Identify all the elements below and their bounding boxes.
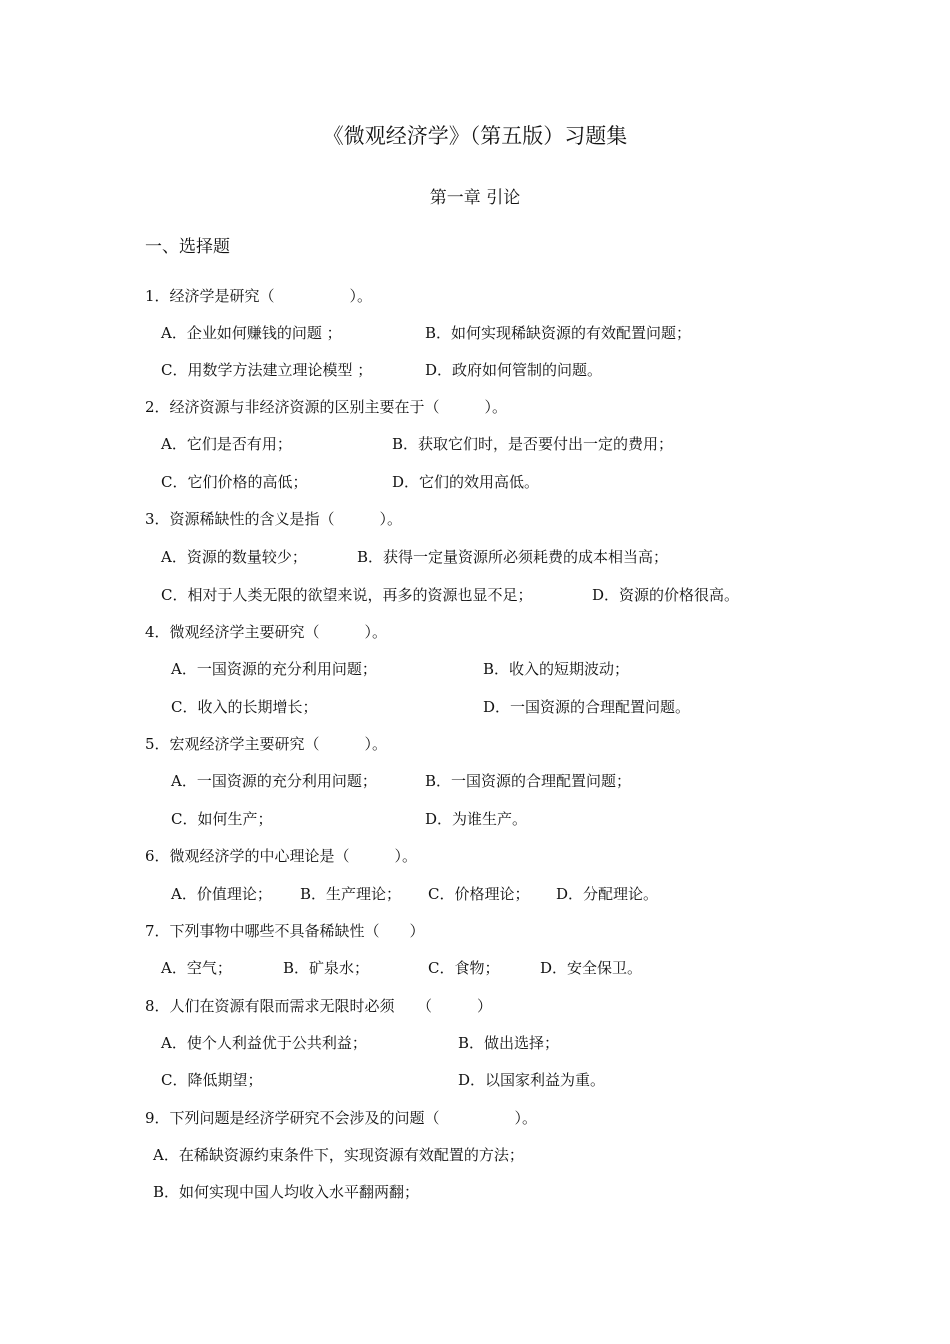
option-c: C．价格理论； bbox=[428, 885, 530, 903]
option-d: D．政府如何管制的问题。 bbox=[425, 361, 603, 379]
option-a: A．一国资源的充分利用问题； bbox=[171, 772, 377, 790]
option-b: B．生产理论； bbox=[300, 885, 402, 903]
option-c: C．相对于人类无限的欲望来说，再多的资源也显不足； bbox=[161, 586, 533, 604]
option-b: B．矿泉水； bbox=[283, 959, 370, 977]
option-b: B．一国资源的合理配置问题； bbox=[425, 772, 632, 790]
option-c: C．食物； bbox=[428, 959, 500, 977]
option-a: A．价值理论； bbox=[171, 885, 272, 903]
question-stem: 4．微观经济学主要研究（ ）。 bbox=[145, 623, 388, 641]
question-stem: 5．宏观经济学主要研究（ ）。 bbox=[145, 735, 388, 753]
option-a: A．一国资源的充分利用问题； bbox=[171, 660, 377, 678]
question-stem: 1．经济学是研究（ ）。 bbox=[145, 287, 373, 305]
chapter-heading: 第一章 引论 bbox=[429, 188, 521, 208]
option-a: A．资源的数量较少； bbox=[161, 548, 307, 566]
option-d: D．为谁生产。 bbox=[425, 810, 528, 828]
option-d: D．分配理论。 bbox=[556, 885, 659, 903]
option-d: D．它们的效用高低。 bbox=[392, 473, 540, 491]
option-a: A．空气； bbox=[161, 959, 232, 977]
option-c: C．用数学方法建立理论模型 ； bbox=[161, 361, 373, 379]
option-b: B．获得一定量资源所必须耗费的成本相当高； bbox=[357, 548, 669, 566]
option-a: A．在稀缺资源约束条件下，实现资源有效配置的方法； bbox=[153, 1146, 524, 1164]
option-c: C．收入的长期增长； bbox=[171, 698, 318, 716]
option-c: C．如何生产； bbox=[171, 810, 273, 828]
question-stem: 9．下列问题是经济学研究不会涉及的问题（ ）。 bbox=[145, 1109, 538, 1127]
option-c: C．降低期望； bbox=[161, 1071, 263, 1089]
section-heading: 一、选择题 bbox=[145, 237, 230, 257]
option-b: B．如何实现中国人均收入水平翻两翻； bbox=[153, 1183, 420, 1201]
option-d: D．一国资源的合理配置问题。 bbox=[483, 698, 691, 716]
question-stem: 8．人们在资源有限而需求无限时必须 （ ） bbox=[145, 997, 493, 1015]
option-c: C．它们价格的高低； bbox=[161, 473, 308, 491]
question-stem: 7．下列事物中哪些不具备稀缺性（ ） bbox=[145, 922, 425, 940]
option-d: D．安全保卫。 bbox=[540, 959, 643, 977]
question-stem: 3．资源稀缺性的含义是指（ ）。 bbox=[145, 510, 403, 528]
question-stem: 6．微观经济学的中心理论是（ ）。 bbox=[145, 847, 418, 865]
option-b: B．做出选择； bbox=[458, 1034, 560, 1052]
option-d: D．以国家利益为重。 bbox=[458, 1071, 606, 1089]
option-a: A．企业如何赚钱的问题 ； bbox=[161, 324, 342, 342]
option-b: B．获取它们时，是否要付出一定的费用； bbox=[392, 435, 674, 453]
option-a: A．它们是否有用； bbox=[161, 435, 292, 453]
option-b: B．如何实现稀缺资源的有效配置问题； bbox=[425, 324, 692, 342]
option-d: D．资源的价格很高。 bbox=[592, 586, 740, 604]
document-title: 《微观经济学》（第五版）习题集 bbox=[322, 124, 628, 148]
option-a: A．使个人利益优于公共利益； bbox=[161, 1034, 367, 1052]
option-b: B．收入的短期波动； bbox=[483, 660, 630, 678]
question-stem: 2．经济资源与非经济资源的区别主要在于（ ）。 bbox=[145, 398, 508, 416]
